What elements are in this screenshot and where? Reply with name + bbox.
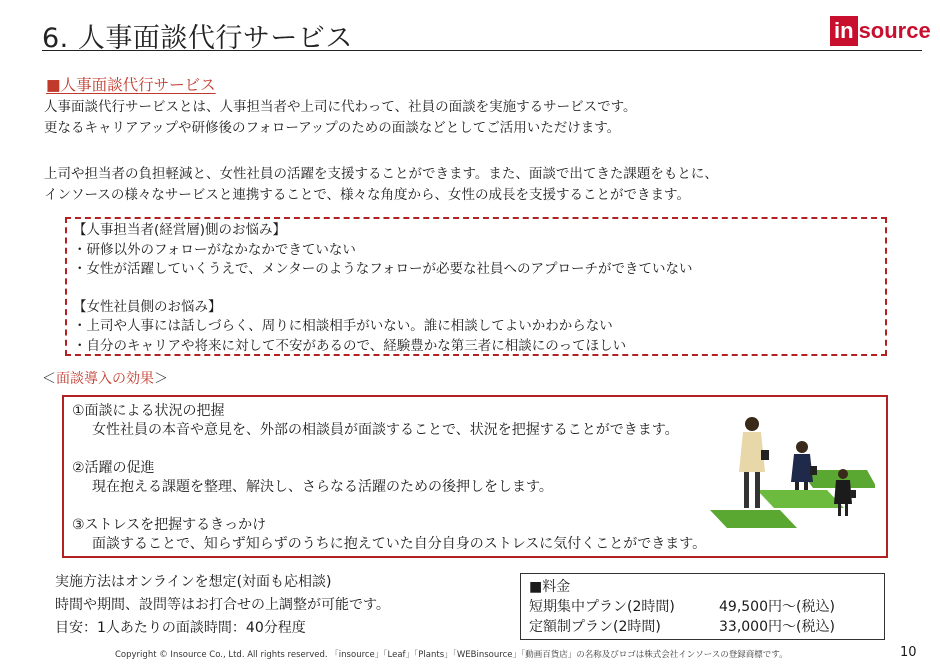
effect-description: 面談することで、知らず知らずのうちに抱えていた自分自身のストレスに気付くことができます。 <box>92 536 707 552</box>
intro-line: 更なるキャリアアップや研修後のフォローアップのための面談などとしてご活用いただけます。 <box>44 120 621 136</box>
method-line: 時間や期間、設問等はお打合せの上調整が可能です。 <box>55 597 390 613</box>
support-line: インソースの様々なサービスと連携することで、様々な角度から、女性の成長を支援することができます。 <box>44 187 690 203</box>
fee-box <box>520 573 885 640</box>
hr-concerns-heading: 【人事担当者(経営層)側のお悩み】 <box>73 222 287 238</box>
effect-title: ①面談による状況の把握 <box>72 403 225 419</box>
logo-in-mark: in <box>830 16 858 46</box>
section-heading: ■人事面談代行サービス <box>46 76 216 94</box>
effects-heading-label: 面談導入の効果 <box>56 371 154 387</box>
effect-item <box>72 459 706 497</box>
effects-heading: ＜面談導入の効果＞ <box>42 371 168 387</box>
method-line: 実施方法はオンラインを想定(対面も応相談) <box>55 574 332 590</box>
intro-paragraph <box>44 97 637 139</box>
fee-price: 49,500円～(税込) <box>719 599 835 615</box>
hr-concern-item: ・研修以外のフォローがなかなかできていない <box>73 241 356 258</box>
hr-concern-item: ・女性が活躍していくうえで、メンターのようなフォローが必要な社員へのアプローチができていない <box>73 261 693 277</box>
fee-price: 33,000円～(税込) <box>719 619 835 635</box>
fee-plan-name: 定額制プラン(2時間) <box>529 619 661 635</box>
fee-heading: ■料金 <box>529 579 571 595</box>
female-concern-item: ・上司や人事には話しづらく、周りに相談相手がいない。誰に相談してよいかわからない <box>73 318 613 334</box>
effect-description: 現在抱える課題を整理、解決し、さらなる活躍のための後押しをします。 <box>92 479 553 495</box>
effect-item <box>72 516 706 554</box>
page-title: 6. 人事面談代行サービス <box>42 23 353 54</box>
logo-wordmark: source <box>858 18 931 43</box>
intro-line: 人事面談代行サービスとは、人事担当者や上司に代わって、社員の面談を実施するサービスです。 <box>44 99 637 115</box>
fee-row <box>529 597 876 617</box>
effect-item <box>72 402 706 440</box>
fee-row <box>529 617 876 637</box>
page-number: 10 <box>900 645 917 660</box>
step-2 <box>757 490 844 508</box>
insource-logo <box>830 16 931 46</box>
step-1 <box>710 510 797 528</box>
female-concerns-heading: 【女性社員側のお悩み】 <box>73 298 222 315</box>
effect-title: ②活躍の促進 <box>72 460 155 476</box>
copyright-footer: Copyright © Insource Co., Ltd. All rights reserved. 「insource」「Leaf」「Plants」「WEBinsource」「動画百貨店」の名称及びロゴは株式会社インソースの登録商標です。 <box>115 650 788 660</box>
method-line: 目安：1人あたりの面談時間：40分程度 <box>55 620 306 636</box>
female-concern-item: ・自分のキャリアや将来に対して不安があるので、経験豊かな第三者に相談にのってほしい <box>73 337 627 354</box>
women-on-steps-illustration <box>705 410 875 545</box>
concerns-box <box>65 217 887 356</box>
fee-plan-name: 短期集中プラン(2時間) <box>529 599 675 615</box>
support-line: 上司や担当者の負担軽減と、女性社員の活躍を支援することができます。また、面談で出てきた課題をもとに、 <box>44 166 718 182</box>
title-divider <box>42 50 922 51</box>
effect-description: 女性社員の本音や意見を、外部の相談員が面談することで、状況を把握することができます。 <box>92 422 679 438</box>
effect-title: ③ストレスを把握するきっかけ <box>72 517 267 533</box>
support-paragraph <box>44 164 718 206</box>
method-notes <box>55 571 390 640</box>
